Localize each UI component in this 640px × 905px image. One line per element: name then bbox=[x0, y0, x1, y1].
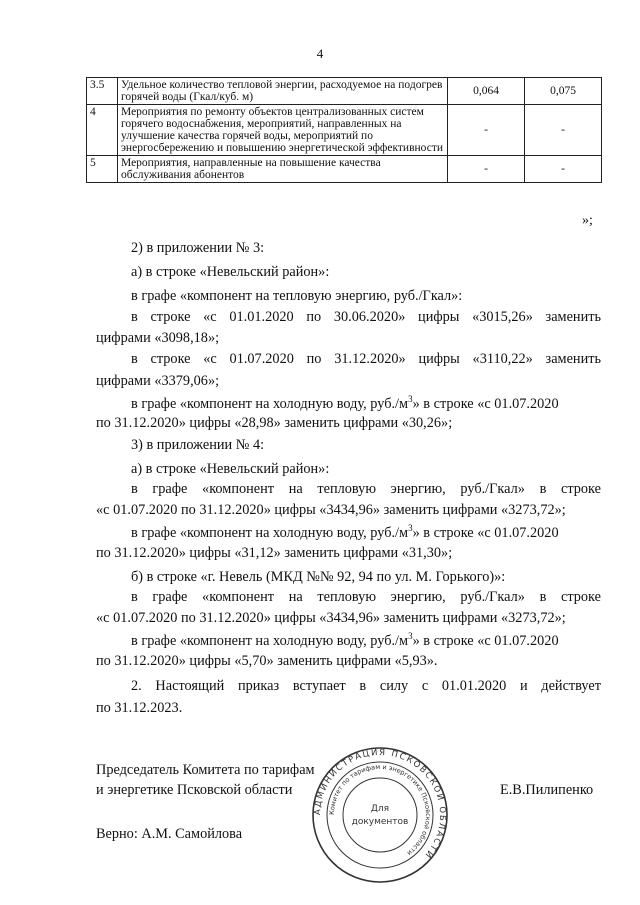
row-value-1: - bbox=[448, 156, 525, 183]
row-text: Удельное количество тепловой энергии, расходуемое на подогрев горячей воды (Гкал/куб. м) bbox=[118, 78, 448, 105]
paragraph: в строке «с 01.01.2020 по 30.06.2020» цифры «3015,26» заменить bbox=[131, 309, 601, 325]
row-number: 3.5 bbox=[87, 78, 118, 105]
paragraph: по 31.12.2020» цифры «28,98» заменить цифрами «30,26»; bbox=[96, 415, 453, 431]
paragraph: в строке «с 01.07.2020 по 31.12.2020» цифры «3110,22» заменить bbox=[131, 351, 601, 367]
table-row bbox=[87, 78, 602, 105]
paragraph: 2. Настоящий приказ вступает в силу с 01.01.2020 и действует bbox=[131, 678, 601, 694]
paragraph: по 31.12.2020» цифры «31,12» заменить цифрами «31,30»; bbox=[96, 545, 453, 561]
row-number: 4 bbox=[87, 105, 118, 156]
svg-text:АДМИНИСТРАЦИЯ ПСКОВСКОЙ ОБЛАСТ: АДМИНИСТРАЦИЯ ПСКОВСКОЙ ОБЛАСТИ bbox=[312, 747, 448, 861]
row-text: Мероприятия, направленные на повышение качества обслуживания абонентов bbox=[118, 156, 448, 183]
paragraph: по 31.12.2020» цифры «5,70» заменить цифрами «5,93». bbox=[96, 653, 438, 669]
table-row bbox=[87, 156, 602, 183]
paragraph: «с 01.07.2020 по 31.12.2020» цифры «3434,96» заменить цифрами «3273,72»; bbox=[96, 502, 566, 518]
signatory-title: Председатель Комитета по тарифам и энергетике Псковской области bbox=[96, 762, 315, 798]
row-text: Мероприятия по ремонту объектов централизованных систем горячего водоснабжения, мероприятий, направленных на улучшение качества горячей воды, мероприятий по энергосбережению и повышению энергетической эффективности bbox=[118, 105, 448, 156]
row-number: 5 bbox=[87, 156, 118, 183]
row-value-2: - bbox=[525, 105, 602, 156]
row-value-2: - bbox=[525, 156, 602, 183]
verified-by: Верно: А.М. Самойлова bbox=[96, 826, 243, 842]
paragraph: в графе «компонент на тепловую энергию, руб./Гкал» в строке bbox=[131, 481, 601, 497]
paragraph: в графе «компонент на тепловую энергию, руб./Гкал»: bbox=[131, 288, 463, 304]
svg-text:Комитет по тарифам и энергетик: Комитет по тарифам и энергетике Псковской области bbox=[327, 762, 433, 858]
table-row bbox=[87, 105, 602, 156]
paragraph: «с 01.07.2020 по 31.12.2020» цифры «3434,96» заменить цифрами «3273,72»; bbox=[96, 610, 566, 626]
paragraph: б) в строке «г. Невель (МКД №№ 92, 94 по ул. М. Горького)»: bbox=[131, 569, 506, 585]
svg-text:Для: Для bbox=[370, 804, 390, 814]
paragraph: по 31.12.2023. bbox=[96, 700, 183, 716]
official-seal bbox=[310, 745, 450, 885]
paragraph: а) в строке «Невельский район»: bbox=[131, 264, 330, 280]
paragraph: цифрами «3098,18»; bbox=[96, 330, 220, 346]
row-value-1: 0,064 bbox=[448, 78, 525, 105]
page-number: 4 bbox=[316, 46, 324, 61]
paragraph: 3) в приложении № 4: bbox=[131, 437, 265, 453]
paragraph: а) в строке «Невельский район»: bbox=[131, 461, 330, 477]
paragraph: в графе «компонент на холодную воду, $руб./м^3$» в строке «с 01.07.2020 bbox=[131, 631, 559, 649]
signatory-name: Е.В.Пилипенко bbox=[500, 782, 594, 798]
row-value-2: 0,075 bbox=[525, 78, 602, 105]
quote-close: »; bbox=[582, 213, 593, 228]
paragraph: цифрами «3379,06»; bbox=[96, 373, 220, 389]
indicators-table bbox=[86, 77, 602, 183]
paragraph: в графе «компонент на тепловую энергию, руб./Гкал» в строке bbox=[131, 589, 601, 605]
svg-text:документов: документов bbox=[351, 817, 409, 827]
paragraph: в графе «компонент на холодную воду, $руб./м^3$» в строке «с 01.07.2020 bbox=[131, 523, 559, 541]
paragraph: в графе «компонент на холодную воду, $руб./м^3$» в строке «с 01.07.2020 bbox=[131, 394, 559, 412]
row-value-1: - bbox=[448, 105, 525, 156]
paragraph: 2) в приложении № 3: bbox=[131, 240, 265, 256]
